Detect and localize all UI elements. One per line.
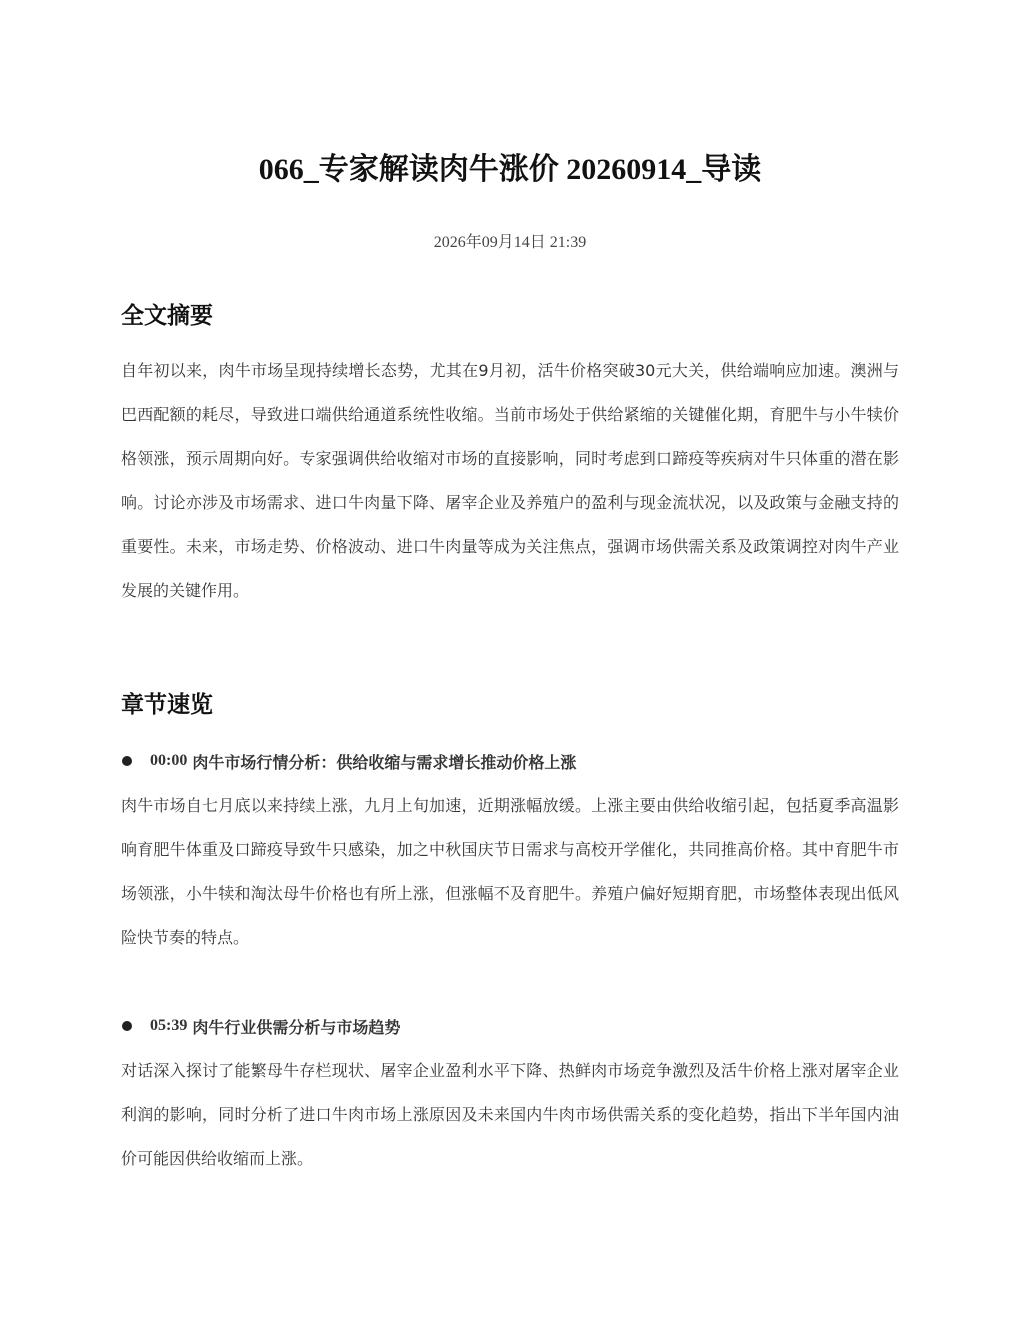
bullet-icon — [122, 1021, 132, 1031]
chapter-timestamp: 05:39 — [150, 1017, 188, 1034]
chapter-timestamp: 00:00 — [150, 752, 188, 769]
summary-text: 自年初以来，肉牛市场呈现持续增长态势，尤其在9月初，活牛价格突破30元大关，供给端响应加速。澳洲与巴西配额的耗尽，导致进口端供给通道系统性收缩。当前市场处于供给紧缩的关键催化期，育肥牛与小牛犊价格领涨，预示周期向好。专家强调供给收缩对市场的直接影响，同时考虑到口蹄疫等疾病对牛只体重的潜在影响。讨论亦涉及市场需求、进口牛肉量下降、屠宰企业及养殖户的盈利与现金流状况，以及政策与金融支持的重要性。未来，市场走势、价格波动、进口牛肉量等成为关注焦点，强调市场供需关系及政策调控对肉牛产业发展的关键作用。 — [121, 361, 899, 600]
summary-heading: 全文摘要 — [121, 303, 213, 329]
document-date: 2026年09月14日 21:39 — [433, 234, 587, 251]
chapter-title: 肉牛行业供需分析与市场趋势 — [192, 1017, 401, 1037]
chapter-title: 肉牛市场行情分析：供给收缩与需求增长推动价格上涨 — [192, 752, 577, 772]
chapter-item-heading — [121, 1012, 899, 1040]
chapter-text: 对话深入探讨了能繁母牛存栏现状、屠宰企业盈利水平下降、热鲜肉市场竞争激烈及活牛价格上涨对屠宰企业利润的影响，同时分析了进口牛肉市场上涨原因及未来国内牛肉市场供需关系的变化趋势，指出下半年国内油价可能因供给收缩而上涨。 — [121, 1061, 899, 1168]
document-title: 066_专家解读肉牛涨价 20260914_导读 — [258, 153, 762, 186]
chapter-item-heading — [121, 747, 899, 775]
chapters-heading: 章节速览 — [121, 692, 213, 718]
chapter-text: 肉牛市场自七月底以来持续上涨，九月上旬加速，近期涨幅放缓。上涨主要由供给收缩引起，包括夏季高温影响育肥牛体重及口蹄疫导致牛只感染，加之中秋国庆节日需求与高校开学催化，共同推高价格。其中育肥牛市场领涨，小牛犊和淘汰母牛价格也有所上涨，但涨幅不及育肥牛。养殖户偏好短期育肥，市场整体表现出低风险快节奏的特点。 — [121, 796, 899, 947]
bullet-icon — [122, 756, 132, 766]
